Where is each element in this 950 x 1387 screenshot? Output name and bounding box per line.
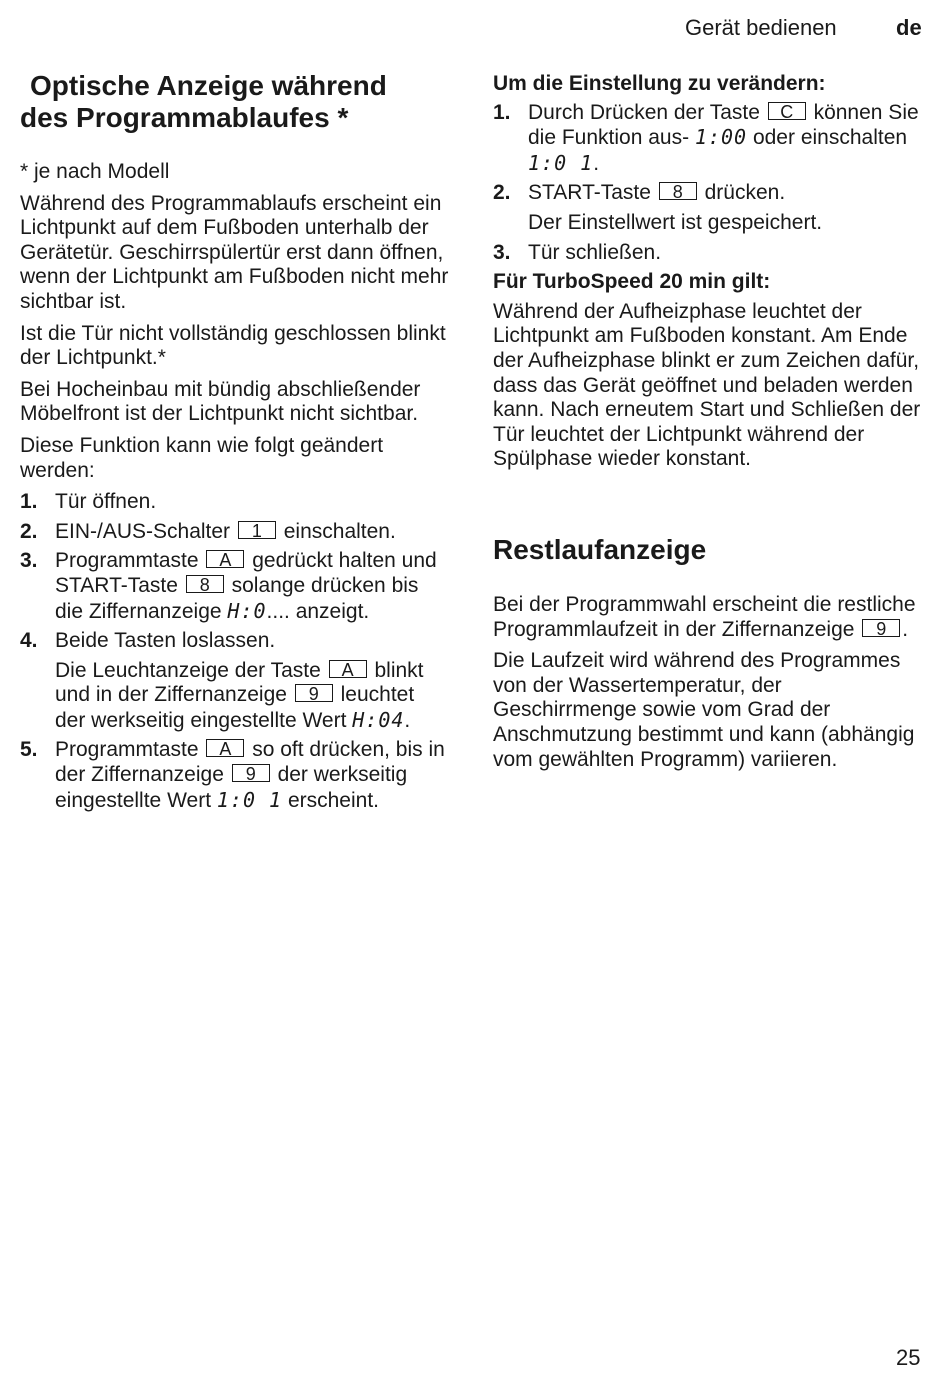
right-step-2 (493, 181, 923, 206)
restlauf-paragraph-2: Die Laufzeit wird während des Programmes von der Wassertemperatur, der Geschirrmenge sowie vom Grad der Anschmutzung bestimmt und kann (abhängig vom gewählten Programm) variieren. (493, 649, 915, 771)
step-number: 1. (20, 490, 38, 514)
step-text: EIN-/AUS-Schalter (55, 519, 231, 543)
step-text: können Sie die Funktion aus- (528, 100, 919, 150)
step-number: 2. (493, 181, 511, 205)
step-text: der werkseitig eingestellte Wert (55, 763, 408, 812)
key-symbol: 9 (862, 619, 900, 637)
paragraph-text: . (902, 617, 909, 641)
key-symbol: 9 (295, 684, 333, 702)
turbospeed-paragraph: Während der Aufheizphase leuchtet der Lichtpunkt am Fußboden konstant. Am Ende der Aufheizphase blinkt er zum Zeichen dafür, dass das Gerät geöffnet und beladen werden kann. Nach erneutem Start und Schließen der Tür leuchtet der Lichtpunkt während der Spülphase wieder konstant. (493, 299, 921, 471)
step-number: 1. (493, 100, 511, 124)
paragraph-3: Bei Hocheinbau mit bündig abschließender Möbelfront ist der Lichtpunkt nicht sichtbar. (20, 377, 421, 426)
left-step-1 (20, 490, 450, 515)
right-step-3 (493, 241, 923, 266)
step-text: Durch Drücken der Taste (528, 100, 760, 124)
step-text: einschalten. (283, 519, 396, 543)
key-symbol: A (329, 660, 367, 678)
display-readout: 1:00 (694, 125, 748, 150)
subheading-turbospeed: Für TurboSpeed 20 min gilt: (493, 270, 771, 294)
section-title (20, 70, 450, 134)
step-text: oder einschalten (752, 126, 908, 150)
key-symbol: 8 (186, 575, 224, 593)
paragraph-2: Ist die Tür nicht vollständig geschlossen blinkt der Lichtpunkt.* (20, 321, 446, 370)
right-step-2-detail (493, 211, 923, 236)
key-symbol: 9 (232, 764, 270, 782)
step-text: so oft drücken, bis in der Ziffernanzeige (55, 738, 445, 787)
left-step-2 (20, 520, 450, 545)
header-language: de (896, 15, 922, 40)
step-text: Beide Tasten loslassen. (55, 629, 276, 653)
step-text: . (404, 708, 411, 732)
display-readout: H:04 (352, 707, 405, 732)
step-text: leuchtet der werkseitig eingestellte Wert (55, 683, 415, 732)
display-readout: H:0 (227, 598, 267, 623)
right-step-1 (493, 101, 923, 177)
left-step-5 (20, 738, 450, 813)
paragraph-text: Bei der Programmwahl erscheint die restliche Programmlaufzeit in der Ziffernanzeige (493, 593, 916, 641)
step-number: 3. (493, 240, 511, 264)
title-line-2: des Programmablaufes * (20, 102, 349, 133)
step-text: solange drücken bis die Ziffernanzeige (55, 573, 419, 623)
key-symbol: A (206, 550, 244, 568)
step-text: Programmtaste (55, 549, 199, 573)
display-readout: 1:0 1 (528, 150, 594, 175)
section-title-restlaufanzeige: Restlaufanzeige (493, 534, 707, 565)
key-symbol: 8 (659, 182, 697, 200)
header-section: Gerät bedienen (685, 15, 837, 40)
step-text: gedrückt halten und START-Taste (55, 549, 437, 597)
key-symbol: A (206, 739, 244, 757)
step-text: Programmtaste (55, 738, 199, 762)
key-symbol: 1 (238, 521, 276, 539)
paragraph-4: Diese Funktion kann wie folgt geändert werden: (20, 433, 384, 482)
step-number: 3. (20, 549, 38, 573)
title-line-1: Optische Anzeige während (30, 70, 387, 101)
step-number: 2. (20, 519, 38, 543)
step-text: Der Einstellwert ist gespeichert. (528, 210, 823, 234)
restlauf-paragraph-1 (493, 593, 923, 642)
subheading-change-setting: Um die Einstellung zu verändern: (493, 72, 826, 95)
step-text: Tür öffnen. (55, 490, 157, 514)
step-text: . (593, 151, 600, 175)
step-text: .... anzeigt. (266, 599, 370, 623)
left-step-3 (20, 549, 450, 624)
step-text: drücken. (704, 181, 786, 205)
paragraph-1: Während des Programmablaufs erscheint ein Lichtpunkt auf dem Fußboden unterhalb der Gerätetür. Geschirrspülertür erst dann öffnen, wenn der Lichtpunkt am Fußboden nicht mehr sichtbar ist. (20, 191, 449, 313)
step-text: erscheint. (287, 788, 379, 812)
step-number: 5. (20, 738, 38, 762)
step-text: START-Taste (528, 181, 651, 205)
step-text: Die Leuchtanzeige der Taste (55, 658, 321, 682)
step-text: blinkt und in der Ziffernanzeige (55, 658, 424, 707)
page-number: 25 (896, 1345, 921, 1370)
model-note: * je nach Modell (20, 160, 170, 183)
step-text: Tür schließen. (528, 240, 662, 264)
display-readout: 1:0 1 (216, 787, 283, 812)
step-number: 4. (20, 629, 38, 653)
left-step-4 (20, 629, 450, 654)
key-symbol: C (768, 102, 806, 120)
left-step-4-detail (20, 659, 450, 734)
